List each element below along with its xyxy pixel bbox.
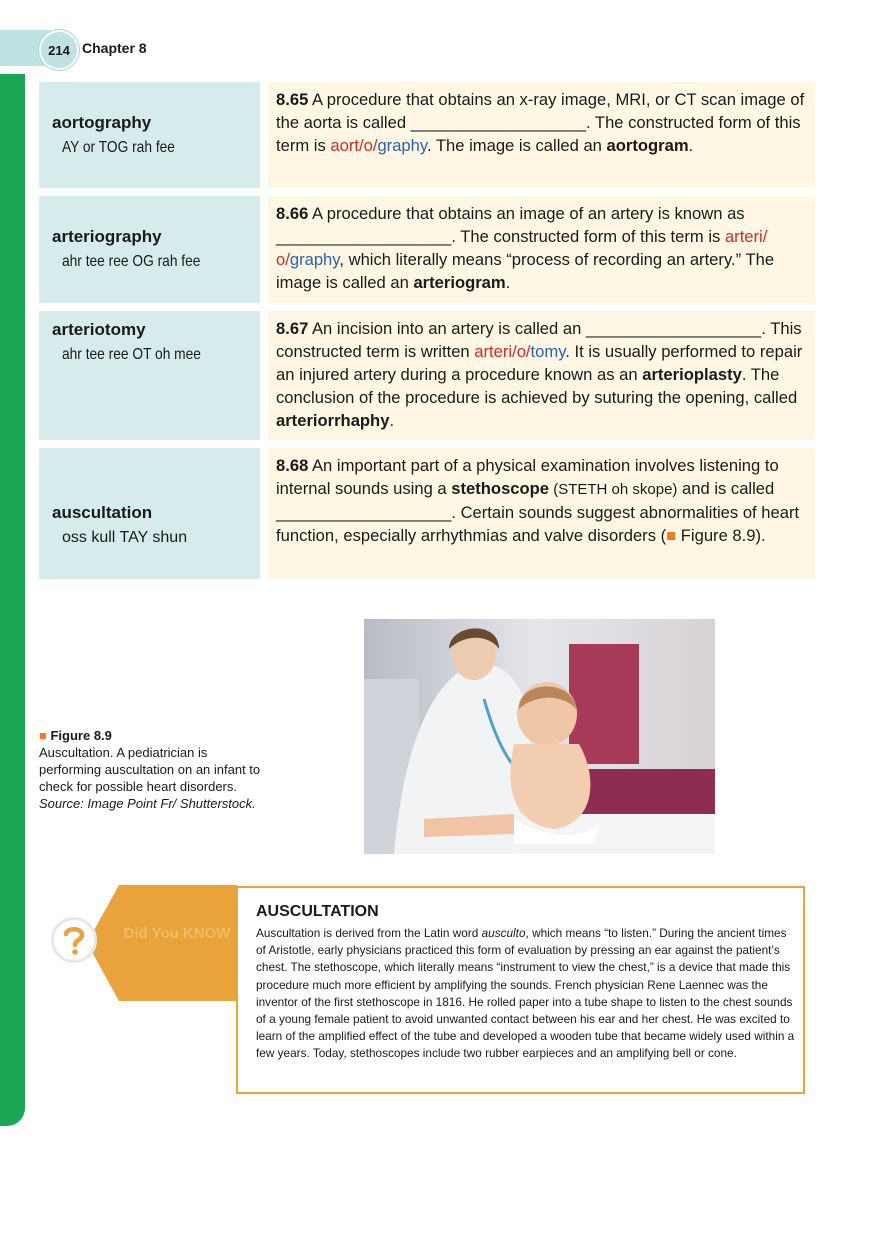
term-arteriotomy (39, 311, 260, 440)
latin-word: ausculto (481, 926, 526, 940)
figure-source: Source: Image Point Fr/ Shutterstock. (39, 796, 256, 811)
word-part-suffix: graphy (289, 250, 340, 269)
word-part-combining: aort/o/ (330, 136, 378, 155)
term-aortography (39, 82, 260, 188)
term-word: auscultation (52, 503, 153, 522)
figure-ref-square-icon: ■ (666, 526, 677, 545)
figure-square-icon: ■ (39, 728, 47, 743)
question-mark-icon (63, 925, 85, 955)
bold-term: arterioplasty (642, 365, 742, 384)
inline-pronunciation: (STETH oh skope) (549, 481, 678, 498)
term-pronunciation: ahr tee ree OT oh mee (62, 346, 201, 363)
chapter-title: Chapter 8 (82, 40, 147, 56)
term-pronunciation: ahr tee ree OG rah fee (62, 253, 201, 270)
bold-term: arteriogram (413, 273, 506, 292)
figure-label: Figure 8.9 (50, 728, 112, 743)
term-arteriography (39, 196, 260, 303)
page-number: 214 (39, 30, 79, 70)
word-part-combining: arteri/ o/ (276, 227, 768, 269)
did-you-know-label: Did You KNOW (123, 925, 231, 942)
bold-term: stethoscope (451, 479, 550, 498)
bold-term: aortogram (606, 136, 689, 155)
figure-caption (39, 727, 269, 812)
did-you-know-title: AUSCULTATION (256, 903, 379, 920)
question-icon (51, 917, 97, 963)
frame-number: 8.66 (276, 204, 309, 223)
frame-number: 8.68 (276, 456, 309, 475)
figure-caption-text: Auscultation. A pediatrician is performing auscultation on an infant to check for possible heart disorders. (39, 745, 261, 794)
term-pronunciation: oss kull TAY shun (62, 529, 188, 546)
term-pronunciation: AY or TOG rah fee (62, 139, 175, 156)
frame-8-65: 8.65 A procedure that obtains an x-ray image, MRI, or CT scan image of the aorta is called ___________________. The constructed form of this term is aort/o/graphy. The image is called an aortogram. (268, 82, 815, 188)
frame-number: 8.65 (276, 90, 309, 109)
term-word: arteriography (52, 227, 162, 246)
term-word: aortography (52, 113, 152, 132)
did-you-know-body: Auscultation is derived from the Latin word ausculto, which means “to listen.” During the ancient times of Aristotle, early physicians practiced this form of evaluation by pressing an ear against the patient’s chest. The stethoscope, which literally means “instrument to view the chest,” is a device that made this procedure much more efficient by amplifying the sounds. French physician Rene Laennec was the inventor of the first stethoscope in 1816. He rolled paper into a tube shape to listen to the chest sounds of a young female patient to avoid unwanted contact between his ear and her chest. He was excited to learn of the amplified effect of the tube and developed a wooden tube that became widely used within a few years. Today, stethoscopes include two rubber earpieces and an amplifying bell or cone. (256, 926, 795, 1061)
word-part-suffix: tomy (530, 342, 566, 361)
auscultation-photo (364, 619, 715, 854)
word-part-combining: arteri/o/ (474, 342, 531, 361)
did-you-know-box (236, 886, 805, 1094)
bold-term: arteriorrhaphy (276, 411, 390, 430)
chapter-edge-strip (0, 74, 25, 1126)
frame-number: 8.67 (276, 319, 309, 338)
frame-8-66: 8.66 A procedure that obtains an image of an artery is known as ___________________. The constructed form of this term is arteri/ o/graphy, which literally means “process of recording an artery.” The image is called an arteriogram. (268, 196, 815, 303)
word-part-suffix: graphy (377, 136, 427, 155)
frame-8-68: 8.68 An important part of a physical examination involves listening to internal sounds using a stethoscope (STETH oh skope) and is called ___________________. Certain sounds suggest abnormalities of heart function, especially arrhythmias and valve disorders (■ Figure 8.9). (268, 448, 815, 579)
photo-illustration (364, 619, 715, 854)
term-word: arteriotomy (52, 320, 146, 339)
frame-8-67: 8.67 An incision into an artery is called an ___________________. This constructed term is written arteri/o/tomy. It is usually performed to repair an injured artery during a procedure known as an arterioplasty. The conclusion of the procedure is achieved by suturing the opening, called arteriorrhaphy. (268, 311, 815, 440)
term-auscultation (39, 448, 260, 579)
